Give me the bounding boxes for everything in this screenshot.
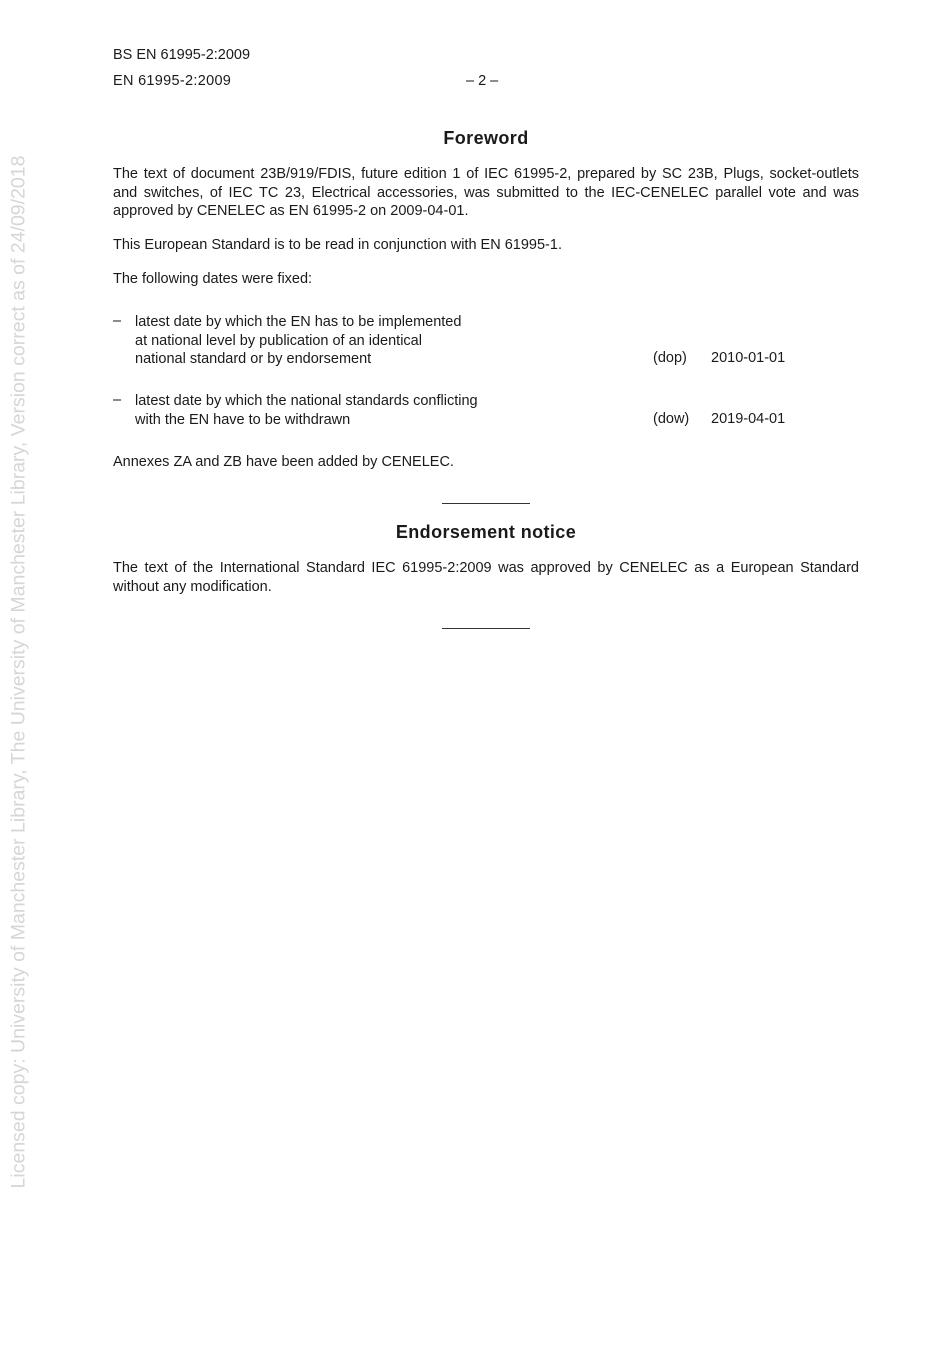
section-divider (442, 503, 530, 504)
annex-note: Annexes ZA and ZB have been added by CENELEC. (113, 454, 454, 470)
date-item-line: national standard or by endorsement (135, 351, 372, 367)
foreword-paragraph-2: This European Standard is to be read in conjunction with EN 61995-1. (113, 237, 562, 253)
endorsement-paragraph: The text of the International Standard IEC 61995-2:2009 was approved by CENELEC as a European Standard without any modification. (113, 560, 859, 595)
date-item-description (135, 392, 555, 429)
date-item-line: latest date by which the EN has to be implemented (135, 314, 462, 330)
foreword-paragraph-1: The text of document 23B/919/FDIS, future edition 1 of IEC 61995-2, prepared by SC 23B, Plugs, socket-outlets and switches, of IEC TC 23, Electrical accessories, was submitted to the IEC-CENELEC parallel vote and was approved by CENELEC as EN 61995-2 on 2009-04-01. (113, 166, 859, 219)
date-value: 2010-01-01 (711, 350, 786, 366)
foreword-paragraph-3: The following dates were fixed: (113, 271, 313, 287)
foreword-title: Foreword (443, 128, 529, 148)
date-abbreviation: (dow) (653, 411, 690, 427)
list-dash: – (113, 313, 122, 329)
license-watermark-text: Licensed copy: University of Manchester Library, The University of Manchester Library, Version correct as of 24/09/2018 (7, 155, 30, 1189)
date-value: 2019-04-01 (711, 411, 786, 427)
date-item-line: latest date by which the national standards conflicting (135, 393, 478, 409)
date-item-line: at national level by publication of an identical (135, 332, 422, 349)
header-standard-bs: BS EN 61995-2:2009 (113, 47, 251, 63)
date-item-line: with the EN have to be withdrawn (135, 411, 351, 428)
list-dash: – (113, 392, 122, 408)
header-standard-en: EN 61995-2:2009 (113, 73, 232, 89)
endorsement-title: Endorsement notice (395, 522, 577, 542)
page-number: – 2 – (466, 73, 499, 89)
section-divider (442, 628, 530, 629)
date-item-description (135, 313, 555, 369)
date-abbreviation: (dop) (653, 350, 687, 366)
